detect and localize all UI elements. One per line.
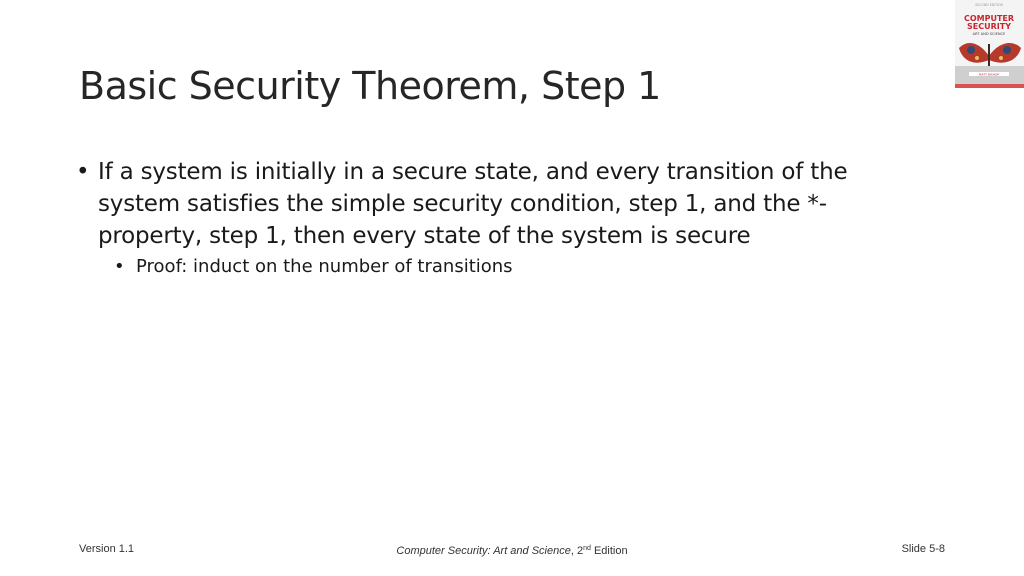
footer-edition-prefix: , 2 [570, 545, 584, 557]
book-cover-image [955, 0, 1024, 88]
book-cover-graphic [955, 0, 1024, 88]
bullet-text: If a system is initially in a secure state, and every transition of the system satisfies the simple security condition, step 1, and the *-property, step 1, then every state of the system is secure [98, 159, 848, 249]
sub-bullet-text: Proof: induct on the number of transitions [136, 256, 513, 277]
footer-edition-sup: nd [583, 545, 591, 552]
sub-bullet-item [114, 254, 916, 280]
book-cover-subtitle: ART AND SCIENCE [972, 32, 1006, 36]
footer-version: Version 1.1 [79, 543, 135, 555]
footer-book-title: Computer Security: Art and Science [396, 545, 571, 557]
bullet-marker: • [76, 159, 90, 185]
book-cover-edition: SECOND EDITION [975, 3, 1003, 7]
slide-body [76, 156, 916, 280]
footer-book-citation [0, 542, 1024, 558]
footer-edition-suffix: Edition [590, 545, 628, 557]
bullet-item [76, 156, 916, 252]
slide-title: Basic Security Theorem, Step 1 [79, 64, 661, 108]
book-cover-author: MATT BISHOP [978, 72, 1000, 77]
book-cover-title-1: COMPUTER [963, 14, 1015, 23]
book-cover-title-2: SECURITY [967, 22, 1011, 31]
footer-slide-number: Slide 5-8 [901, 543, 945, 555]
sub-bullet-marker: • [114, 256, 125, 277]
